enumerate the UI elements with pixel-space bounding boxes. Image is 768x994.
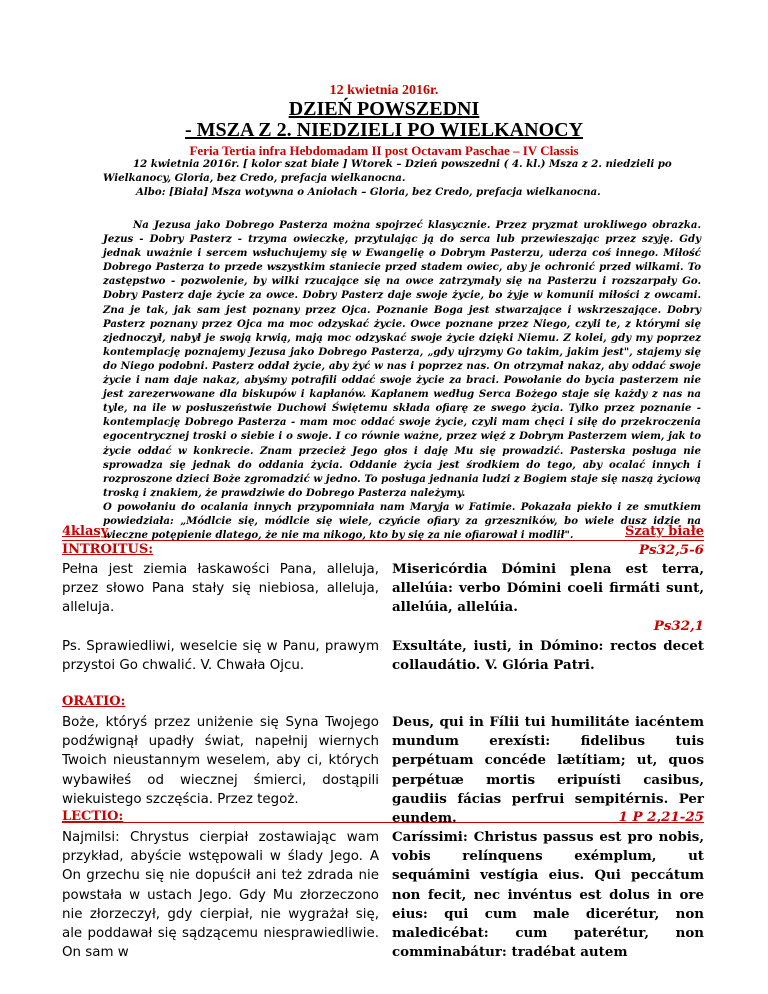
feria-line: Feria Tertia infra Hebdomadam II post Octavam Paschae – IV Classis (189, 143, 579, 158)
rubric-line: 12 kwietnia 2016r. [ kolor szat białe ] Wtorek – Dzień powszedni ( 4. kl.) Msza z 2. niedzieli po Wielkanocy, Gloria, bez Credo, prefacja wielkanocna. (103, 158, 672, 184)
meditation-paragraph: Na Jezusa jako Dobrego Pasterza można spojrzeć klasycznie. Przez pryzmat urokliwego obrazka. Jezus - Dobry Pasterz - trzyma owieczkę, przytulając ją do serca lub przewieszając przez szyję. Gdy jednak uważnie i sercem wsłuchujemy się w Ewangelię o Dobrym Pasterzu, uderza coś innego. Miłość Dobrego Pasterza to przede wszystkim staniecie przed stadem owiec, aby je ochronić przed wilkami. To zastępstwo - pozwolenie, by wilki rzucające się na owce zatrzymały się na Pasterzu i rozszarpały Go. Dobry Pasterz daje życie za owce. Dobry Pasterz daje swoje życie, bo żyje w komunii miłości z owcami. Zna je tak, jak sam jest poznany przez Ojca. Poznanie Boga jest stwarzające i wskrzeszające. Dobry Pasterz poznany przez Ojca ma moc odzyskać życie. Owce poznane przez Niego, czyli te, z którymi się zjednoczył, nabył je swoją krwią, mają moc odzyskać swoje życie dzięki Niemu. Z kolei, gdy my poprzez kontemplację poznajemy Jezusa jako Dobrego Pasterza, „gdy ujrzymy Go takim, jakim jest", stajemy się do Niego podobni. Pasterz oddał życie, aby żyć w nas i poprzez nas. On otrzymał nakaz, aby oddać swoje życie i nam daje nakaz, abyśmy potrafili oddać swoje życie za braci. Powołanie do bycia pasterzem nie jest zarezerwowane dla biskupów i kapłanów. Kapłanem według Serca Bożego staje się każdy z nas na tyle, na ile w posłuszeństwie Duchowi Świętemu składa ofiarę ze swego życia. Tylko przez poznanie - kontemplację Dobrego Pasterza - mam moc oddać swoje życie, czyli mam chęci i siłę do przekroczenia egocentrycznej troski o siebie i o swoje. I co równie ważne, przez więź z Dobrym Pasterzem wiem, jak to życie oddać w konkrecie. Znam przecież Jego głos i daję Mu się prowadzić. Pasterska posługa nie sprowadza się jednak do oddania życia. Oddanie życia jest środkiem do tego, aby ocalać innych i rozproszone dzieci Boże zgromadzić w jedno. To posługa jednania ludzi z Bogiem staje się naszą życiową troską i znakiem, że prawdziwie do Dobrego Pasterza należymy. (103, 219, 701, 499)
vestments-label: Szaty białe (624, 524, 704, 539)
lectio-ref: 1 P 2,21-25 (618, 809, 704, 825)
oratio-polish: Boże, któryś przez uniżenie się Syna Twojego podźwignął upadły świat, napełnij wiernych Twoich nieustannym weselem, aby ci, których wybawiłeś od wiecznej śmierci, dostąpili wiekuistego szczęścia. Przez tegoż. (62, 715, 379, 807)
rubric-alternative: Albo: [Biała] Msza wotywna o Aniołach – Gloria, bez Credo, prefacja wielkanocna. (136, 186, 601, 198)
introitus-latin-2: Exsultáte, iusti, in Dómino: rectos decet collaudátio. V. Glória Patri. (392, 638, 704, 674)
lectio-latin: Caríssimi: Christus passus est pro nobis, vobis relínquens exémplum, ut sequámini vestígia eius. Qui peccátum non fecit, nec invéntus est dolus in ore eius: qui cum male dicerétur, non maledicébat: cum paterétur, non comminabátur: tradébat autem (392, 829, 704, 961)
page-title: DZIEŃ POWSZEDNI (288, 98, 480, 120)
oratio-label: ORATIO: (62, 694, 126, 709)
introitus-ref-1: Ps32,5-6 (638, 542, 704, 558)
introitus-ref-2: Ps32,1 (653, 618, 704, 634)
lectio-polish: Najmilsi: Chrystus cierpiał zostawiając wam przykład, abyście wstępowali w ślady Jego. A On grzechu się nie dopuścił ani też zdrada nie powstała w ustach Jego. Gdy Mu złorzeczono nie złorzeczył, gdy cierpiał, nie wygrażał się, ale poddawał się sądzącemu niesprawiedliwie. On sam w (62, 830, 379, 961)
date-header: 12 kwietnia 2016r. (329, 83, 439, 98)
lectio-separator (62, 822, 704, 823)
meditation-text (103, 218, 701, 542)
page-subtitle: - MSZA Z 2. NIEDZIELI PO WIELKANOCY (184, 119, 584, 141)
introitus-polish-2: Ps. Sprawiedliwi, weselcie się w Panu, prawym przystoi Go chwalić. V. Chwała Ojcu. (62, 639, 379, 674)
oratio-latin: Deus, qui in Fílii tui humilitáte iacéntem mundum erexísti: fidelibus tuis perpétuam concéde lætítiam; ut, quos perpétuæ mortis eripuísti casibus, gaudiis fácias perfrui sempitérnis. Per eundem. (392, 714, 704, 827)
lectio-label: LECTIO: (62, 809, 124, 824)
class-label: 4klasy (62, 524, 109, 539)
meditation-paragraph-2: O powołaniu do ocalania innych przypomniała nam Maryja w Fatimie. Pokazała piekło i ze smutkiem powiedziała: „Módlcie się, módlcie się wiele, czyńcie ofiary za grzeszników, bo wiele dusz idzie na wieczne potępienie dlatego, że nie ma nikogo, kto by się za nie ofiarował i modlił". (103, 500, 701, 542)
introitus-latin-1: Misericórdia Dómini plena est terra, allelúia: verbo Dómini coeli firmáti sunt, allelúia, allelúia. (392, 561, 704, 616)
introitus-label: INTROITUS: (62, 542, 154, 557)
mass-header-row (62, 524, 704, 541)
introitus-polish-1: Pełna jest ziemia łaskawości Pana, alleluja, przez słowo Pana stały się niebiosa, alleluja, alleluja. (62, 562, 379, 616)
